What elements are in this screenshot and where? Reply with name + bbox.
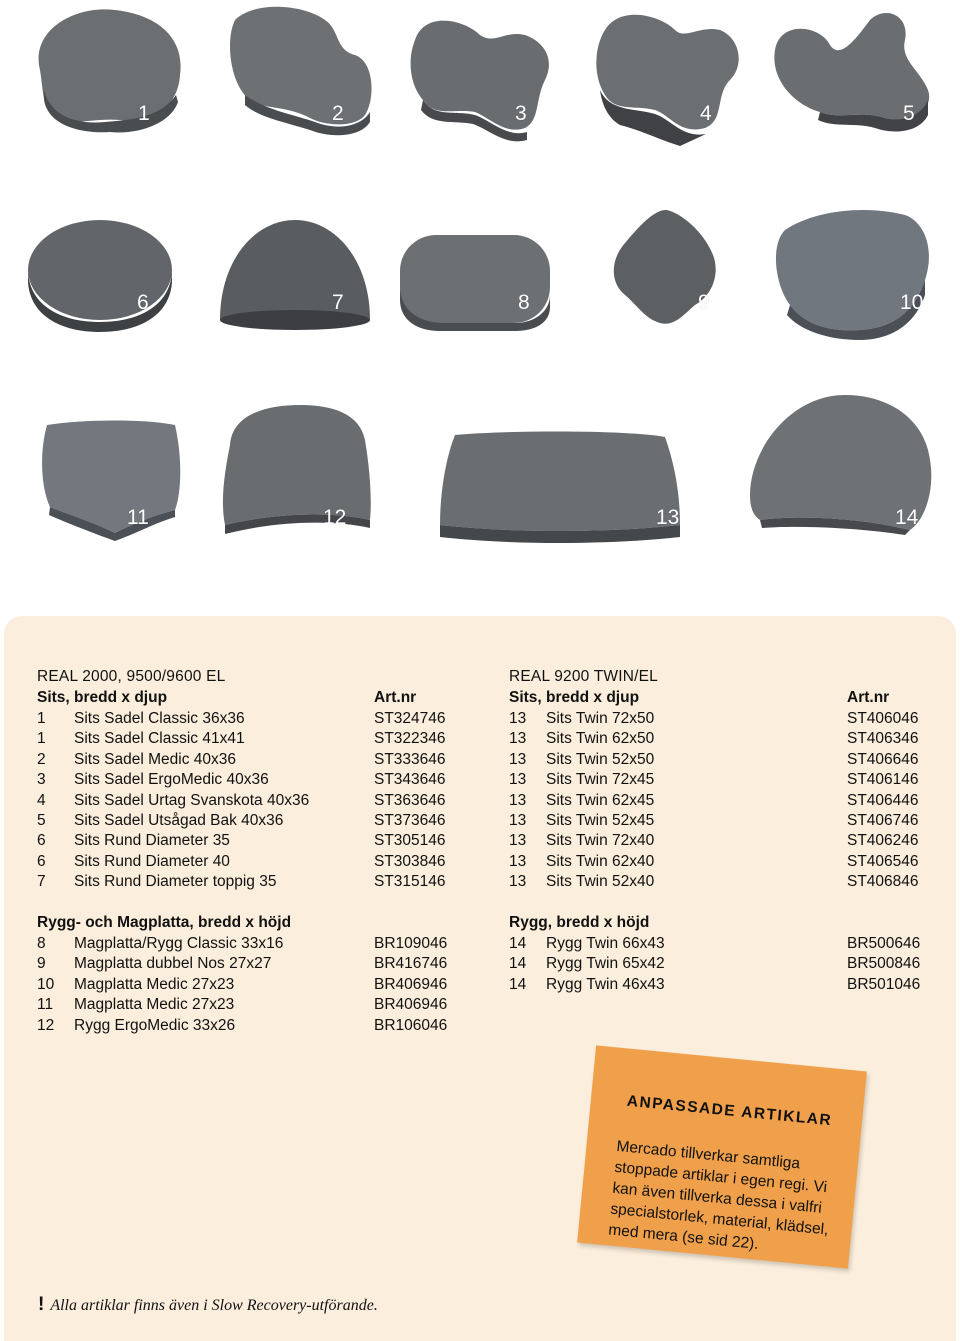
product-photo-7 xyxy=(210,205,380,335)
row-art-number: ST406146 xyxy=(847,771,919,789)
product-number-badge: 5 xyxy=(903,102,915,125)
exclamation-icon: ! xyxy=(38,1294,45,1315)
table-row xyxy=(37,771,477,791)
table-row xyxy=(509,771,949,791)
row-number: 6 xyxy=(37,832,46,850)
row-name: Sits Sadel Urtag Svanskota 40x36 xyxy=(74,791,310,809)
table-row xyxy=(509,955,949,975)
row-number: 3 xyxy=(37,771,46,789)
product-photo-2 xyxy=(215,0,380,160)
product-number-badge: 10 xyxy=(900,291,924,314)
row-art-number: ST406246 xyxy=(847,832,919,850)
row-number: 7 xyxy=(37,873,46,891)
row-name: Rygg Twin 65x42 xyxy=(546,955,665,973)
section-heading: REAL 9200 TWIN/EL xyxy=(509,668,658,685)
row-number: 13 xyxy=(509,832,527,850)
row-number: 1 xyxy=(37,710,46,727)
cushion-image xyxy=(215,0,380,160)
row-art-number: ST406646 xyxy=(847,750,919,768)
row-art-number: ST373646 xyxy=(374,812,446,829)
row-number: 2 xyxy=(37,750,46,768)
row-art-number: BR500646 xyxy=(847,935,921,952)
product-photo-8 xyxy=(385,215,565,335)
product-number-badge: 9 xyxy=(698,291,710,314)
row-number: 11 xyxy=(37,996,54,1014)
cushion-image xyxy=(210,400,385,545)
row-name: Magplatta Medic 27x23 xyxy=(74,975,235,993)
table-row xyxy=(509,792,949,812)
note-title: ANPASSADE ARTIKLAR xyxy=(626,1092,833,1130)
table-row xyxy=(37,996,477,1016)
table-row xyxy=(509,751,949,771)
product-number-badge: 2 xyxy=(332,102,344,125)
row-art-number: ST406746 xyxy=(847,812,919,829)
row-art-number: ST406346 xyxy=(847,730,919,748)
row-name: Magplatta Medic 27x23 xyxy=(74,996,235,1014)
row-art-number: BR501046 xyxy=(847,975,921,993)
row-art-number: ST322346 xyxy=(374,730,446,748)
row-number: 14 xyxy=(509,975,527,993)
product-number-badge: 4 xyxy=(700,102,712,125)
row-number: 12 xyxy=(37,1016,55,1034)
product-number-badge: 7 xyxy=(332,291,344,314)
row-name: Sits Sadel Classic 36x36 xyxy=(74,710,245,727)
table-row xyxy=(37,730,477,750)
table-row xyxy=(509,873,949,893)
row-name: Sits Sadel ErgoMedic 40x36 xyxy=(74,771,269,789)
table-row xyxy=(509,976,949,996)
row-number: 14 xyxy=(509,935,527,952)
product-number-badge: 11 xyxy=(127,506,149,529)
product-number-badge: 8 xyxy=(518,291,530,314)
row-art-number: ST406846 xyxy=(847,873,919,891)
cushion-image xyxy=(20,210,190,335)
art-number-header: Art.nr xyxy=(374,689,417,706)
row-art-number: ST303846 xyxy=(374,852,446,870)
row-number: 5 xyxy=(37,812,46,829)
cushion-image xyxy=(385,215,565,335)
cushion-image xyxy=(25,415,195,545)
row-number: 14 xyxy=(509,955,527,973)
row-art-number: ST324746 xyxy=(374,710,446,727)
row-name: Sits Twin 52x50 xyxy=(546,750,655,768)
row-number: 8 xyxy=(37,935,46,952)
art-number-header: Art.nr xyxy=(847,689,890,706)
row-number: 9 xyxy=(37,955,46,973)
row-art-number: ST305146 xyxy=(374,832,446,850)
table-row xyxy=(37,1017,477,1037)
table-row xyxy=(37,853,477,873)
product-photo-3 xyxy=(395,0,565,160)
row-art-number: ST406446 xyxy=(847,791,919,809)
row-art-number: BR406946 xyxy=(374,975,448,993)
product-photo-5 xyxy=(760,0,940,160)
row-art-number: BR500846 xyxy=(847,955,921,973)
row-art-number: BR416746 xyxy=(374,955,448,973)
row-number: 4 xyxy=(37,791,46,809)
product-photo-4 xyxy=(580,0,750,160)
table-row xyxy=(509,730,949,750)
row-number: 13 xyxy=(509,812,527,829)
row-name: Sits Twin 72x45 xyxy=(546,771,655,789)
row-name: Sits Rund Diameter toppig 35 xyxy=(74,873,277,891)
row-name: Rygg Twin 66x43 xyxy=(546,935,665,952)
back-table-title: Rygg- och Magplatta, bredd x höjd xyxy=(37,914,292,931)
product-photo-13 xyxy=(430,425,720,550)
table-row xyxy=(37,873,477,893)
cushion-image xyxy=(595,205,745,335)
row-name: Sits Sadel Classic 41x41 xyxy=(74,730,245,748)
row-name: Magplatta dubbel Nos 27x27 xyxy=(74,955,272,973)
product-number-badge: 13 xyxy=(656,506,680,529)
cushion-image xyxy=(210,205,380,335)
product-photo-14 xyxy=(740,390,940,540)
row-name: Sits Twin 62x50 xyxy=(546,730,655,748)
row-name: Sits Twin 72x50 xyxy=(546,710,655,727)
row-name: Sits Rund Diameter 40 xyxy=(74,852,230,870)
row-number: 10 xyxy=(37,975,55,993)
row-name: Sits Twin 62x45 xyxy=(546,791,655,809)
row-name: Rygg ErgoMedic 33x26 xyxy=(74,1016,236,1034)
row-number: 13 xyxy=(509,852,527,870)
footer-note xyxy=(38,1294,378,1316)
note-body: Mercado tillverkar samtliga stoppade artiklar i egen regi. Vi kan även tillverka dessa i valfri specialstorlek, material, klädsel, med mera (se sid 22). xyxy=(607,1137,830,1253)
footer-text: Alla artiklar finns även i Slow Recovery-utförande. xyxy=(50,1297,378,1314)
seat-table-title: Sits, bredd x djup xyxy=(509,689,640,706)
row-art-number: BR109046 xyxy=(374,935,448,952)
table-row xyxy=(509,853,949,873)
cushion-image xyxy=(765,200,945,340)
table-row xyxy=(509,710,949,730)
table-row xyxy=(509,812,949,832)
row-art-number: BR106046 xyxy=(374,1016,448,1034)
row-art-number: ST406046 xyxy=(847,710,919,727)
table-row xyxy=(37,792,477,812)
row-art-number: ST343646 xyxy=(374,771,446,789)
custom-articles-note xyxy=(577,1045,867,1268)
row-art-number: BR406946 xyxy=(374,996,448,1014)
cushion-image xyxy=(760,0,940,160)
product-number-badge: 14 xyxy=(895,506,919,529)
table-row xyxy=(37,751,477,771)
cushion-image xyxy=(580,0,750,160)
row-art-number: ST363646 xyxy=(374,791,446,809)
row-number: 13 xyxy=(509,771,527,789)
product-number-badge: 1 xyxy=(138,102,150,125)
row-art-number: ST406546 xyxy=(847,852,919,870)
product-number-badge: 6 xyxy=(137,291,149,314)
table-row xyxy=(509,935,949,955)
left-product-table xyxy=(37,668,477,1038)
row-number: 13 xyxy=(509,710,527,727)
row-number: 13 xyxy=(509,750,527,768)
row-name: Rygg Twin 46x43 xyxy=(546,975,665,993)
row-name: Sits Rund Diameter 35 xyxy=(74,832,230,850)
table-row xyxy=(37,710,477,730)
table-row xyxy=(37,832,477,852)
row-name: Sits Sadel Utsågad Bak 40x36 xyxy=(74,812,284,829)
product-photo-11 xyxy=(25,415,195,545)
product-photo-12 xyxy=(210,400,385,545)
row-name: Sits Twin 52x40 xyxy=(546,873,655,891)
table-row xyxy=(37,976,477,996)
row-number: 13 xyxy=(509,873,527,891)
product-number-badge: 12 xyxy=(323,506,347,529)
row-name: Sits Twin 52x45 xyxy=(546,812,655,829)
back-table-title: Rygg, bredd x höjd xyxy=(509,914,650,931)
row-number: 13 xyxy=(509,791,527,809)
product-photo-10 xyxy=(765,200,945,340)
row-number: 13 xyxy=(509,730,527,748)
table-row xyxy=(37,812,477,832)
product-photo-6 xyxy=(20,210,190,335)
table-row xyxy=(37,935,477,955)
row-number: 1 xyxy=(37,730,46,748)
cushion-image xyxy=(430,425,720,550)
row-art-number: ST315146 xyxy=(374,873,446,891)
table-row xyxy=(509,832,949,852)
product-number-badge: 3 xyxy=(515,102,527,125)
product-photo-9 xyxy=(595,205,745,335)
row-name: Sits Sadel Medic 40x36 xyxy=(74,750,236,768)
section-heading: REAL 2000, 9500/9600 EL xyxy=(37,668,226,685)
row-number: 6 xyxy=(37,852,46,870)
cushion-image xyxy=(20,0,190,160)
seat-table-title: Sits, bredd x djup xyxy=(37,689,168,706)
row-art-number: ST333646 xyxy=(374,750,446,768)
table-row xyxy=(37,955,477,975)
cushion-image xyxy=(395,0,565,160)
right-product-table xyxy=(509,668,939,998)
row-name: Magplatta/Rygg Classic 33x16 xyxy=(74,935,284,952)
product-photo-1 xyxy=(20,0,190,160)
row-name: Sits Twin 62x40 xyxy=(546,852,655,870)
row-name: Sits Twin 72x40 xyxy=(546,832,655,850)
